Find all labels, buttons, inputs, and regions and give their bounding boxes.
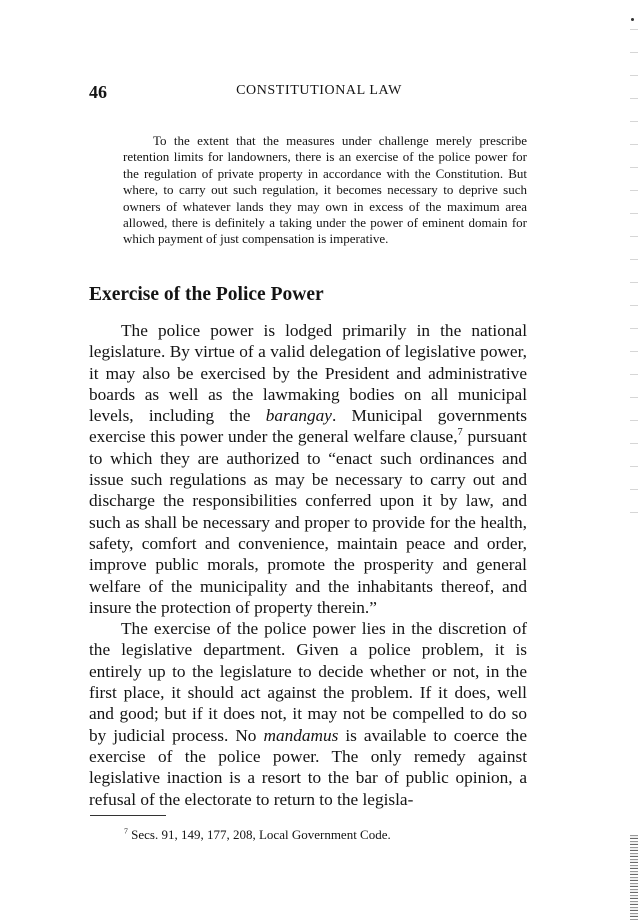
paragraph-1-text-b: . Municipal governments exercise this power under the general welfare clause,: [89, 406, 527, 447]
scan-edge-bottom: [630, 835, 638, 920]
paragraph-1: [89, 320, 527, 618]
footnote: [124, 827, 391, 843]
paragraph-1-emphasis: barangay: [265, 406, 332, 426]
paragraph-2-text-b: is available to coerce the exercise of the police power. The only remedy against legislative inaction is a resort to the bar of public opinion, a refusal of the electorate to return to the legisla-: [89, 725, 527, 809]
paragraph-1-text-c: pursuant to which they are authorized to “enact such ordinances and issue such regulations as may be necessary to carry out and discharge the responsibilities conferred upon it by law, and such as shall be necessary and proper to provide for the health, safety, comfort and convenience, maintain peace and order, improve public morals, promote the prosperity and general welfare of the municipality and the inhabitants thereof, and insure the protection of property therein.”: [89, 427, 527, 617]
paragraph-2-text-a: The exercise of the police power lies in the discretion of the legislative department. Given a police problem, it is entirely up to the legislature to decide whether or not, in the first place, it should act against the problem. If it does, well and good; but if it does not, it may not be compelled to do so by judicial process. No: [89, 619, 527, 745]
paragraph-1-text-a: The police power is lodged primarily in the national legislature. By virtue of a valid delegation of legislative power, it may also be exercised by the President and administrative boards as well as the lawmaking bodies on all municipal levels, including the: [89, 321, 527, 426]
scan-edge-top: [630, 20, 638, 520]
footnote-marker: 7: [124, 826, 128, 836]
running-head: CONSTITUTIONAL LAW: [236, 83, 402, 98]
section-heading: Exercise of the Police Power: [89, 284, 324, 305]
paragraph-2-emphasis: mandamus: [263, 725, 339, 745]
page-number: 46: [89, 82, 107, 102]
footnote-text: Secs. 91, 149, 177, 208, Local Government Code.: [127, 827, 391, 842]
paragraph-2: [89, 618, 527, 810]
body-text: [89, 320, 527, 810]
footnote-divider: [90, 815, 166, 816]
footnote-reference[interactable]: 7: [457, 427, 463, 439]
block-quote-text: To the extent that the measures under challenge merely prescribe retention limits for landowners, there is an exercise of the police power for the regulation of private property in accordance with the Constitution. But where, to carry out such regulation, it becomes necessary to deprive such owners of whatever lands they may own in excess of the maximum area allowed, there is definitely a taking under the power of eminent domain for which payment of just compensation is imperative.: [123, 133, 527, 247]
block-quote: [123, 133, 527, 248]
